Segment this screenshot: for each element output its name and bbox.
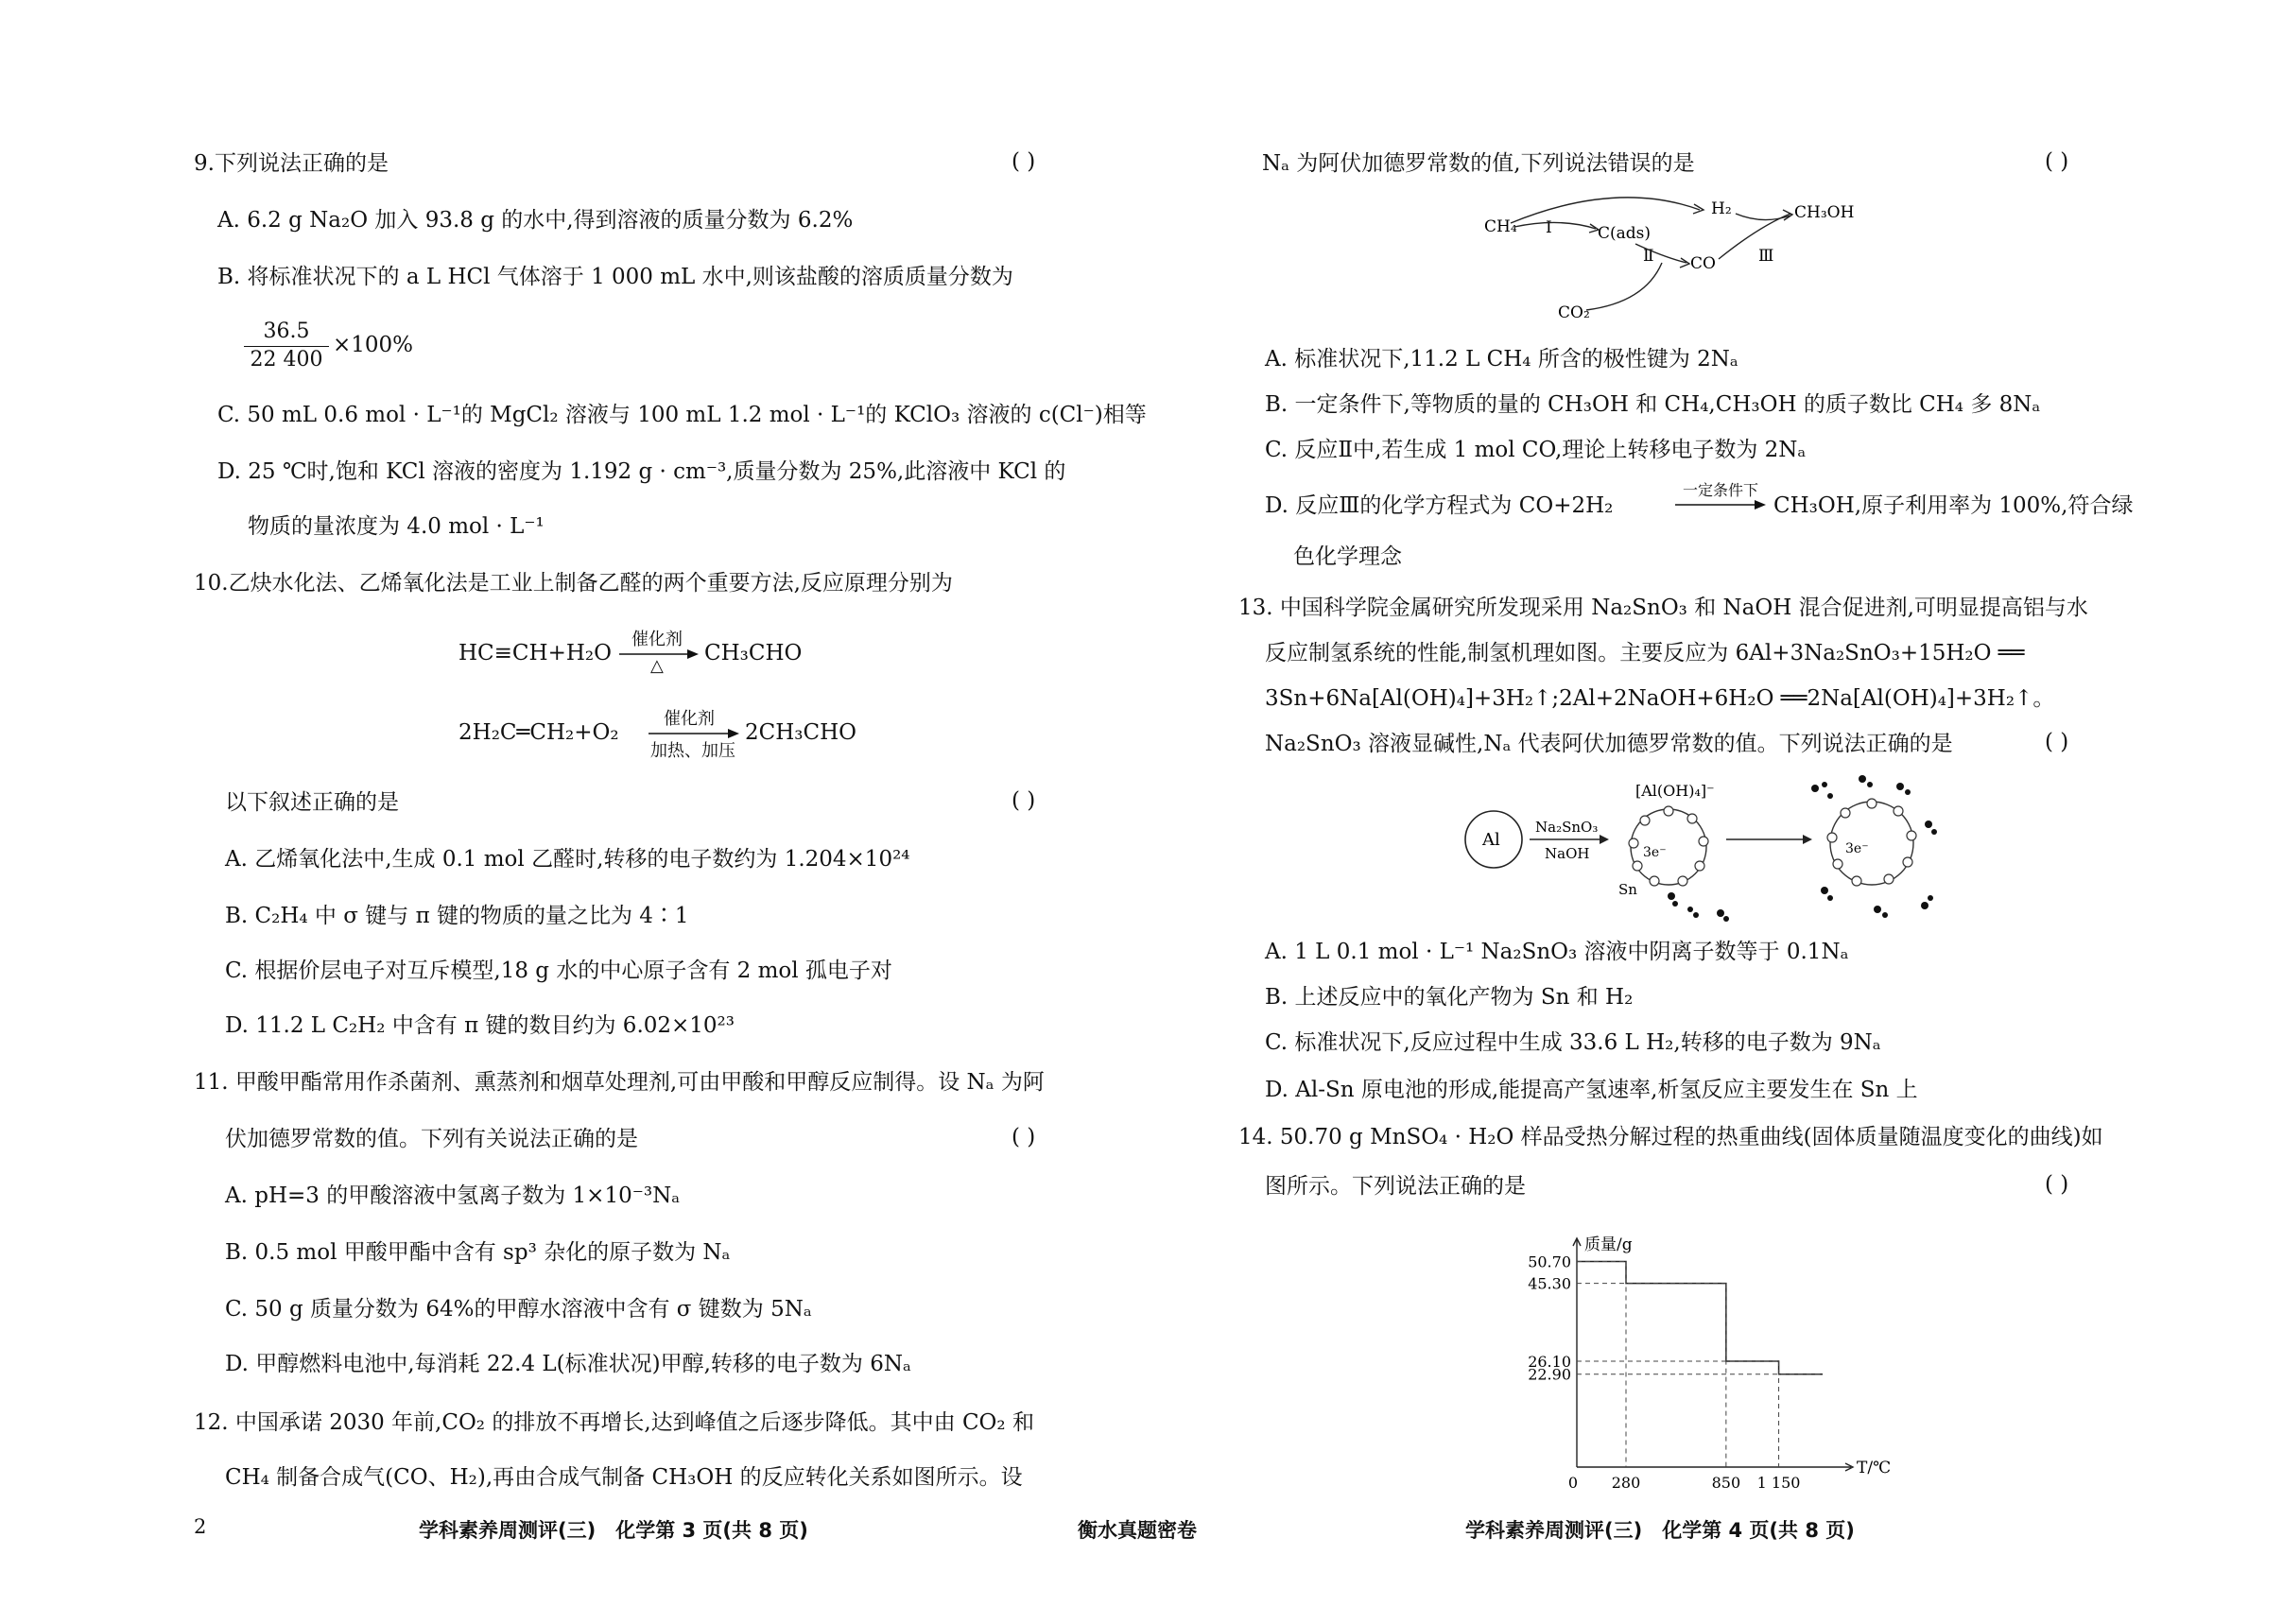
- q9-option-d-line2: 物质的量浓度为 4.0 mol · L⁻¹: [248, 514, 545, 539]
- arrow-ch4-to-h2: [1511, 198, 1700, 223]
- arrow-co2-to-cads: [1586, 263, 1662, 310]
- q9-option-c: C. 50 mL 0.6 mol · L⁻¹的 MgCl₂ 溶液与 100 mL 1.2 mol · L⁻¹的 KClO₃ 溶液的 c(Cl⁻)相等: [217, 403, 1147, 427]
- q10-substem: 以下叙述正确的是: [225, 790, 399, 815]
- q13-answer-bracket[interactable]: ( ): [2045, 730, 2069, 754]
- q14-thermogravimetric-chart: [1513, 1212, 1892, 1495]
- eq2-left: 2H₂C═CH₂+O₂: [458, 720, 619, 745]
- q11-option-a: A. pH=3 的甲酸溶液中氢离子数为 1×10⁻³Nₐ: [225, 1183, 681, 1208]
- surface-sites-1: [1629, 806, 1708, 886]
- complex-ion-label: [Al(OH)₄]⁻: [1635, 782, 1715, 800]
- tin-label: Sn: [1618, 881, 1637, 898]
- eq2-catalyst: 催化剂: [664, 709, 715, 729]
- q13-stem-line4: Na₂SnO₃ 溶液显碱性,Nₐ 代表阿伏加德罗常数的值。下列说法正确的是: [1265, 732, 1953, 756]
- eq1-catalyst: 催化剂: [631, 630, 683, 649]
- q9-stem: 9.下列说法正确的是: [194, 151, 389, 176]
- eq1-heat: △: [650, 656, 664, 676]
- q9-option-a: A. 6.2 g Na₂O 加入 93.8 g 的水中,得到溶液的质量分数为 6.2%: [217, 208, 854, 233]
- q10-option-a: A. 乙烯氧化法中,生成 0.1 mol 乙醛时,转移的电子数约为 1.204×10²⁴: [225, 847, 910, 872]
- q14-stem-line1: 14. 50.70 g MnSO₄ · H₂O 样品受热分解过程的热重曲线(固体质量随温度变化的曲线)如: [1238, 1125, 2103, 1149]
- y-tick-50.70: 50.70: [1528, 1253, 1571, 1271]
- q12-stem-line2: CH₄ 制备合成气(CO、H₂),再由合成气制备 CH₃OH 的反应转化关系如图所示。设: [225, 1465, 1023, 1490]
- q12-stem-line1: 12. 中国承诺 2030 年前,CO₂ 的排放不再增长,达到峰值之后逐步降低。其中由 CO₂ 和: [194, 1410, 1034, 1435]
- q9-option-d-line1: D. 25 ℃时,饱和 KCl 溶液的密度为 1.192 g · cm⁻³,质量分数为 25%,此溶液中 KCl 的: [217, 459, 1066, 484]
- q13-stem-line2: 反应制氢系统的性能,制氢机理如图。主要反应为 6Al+3Na₂SnO₃+15H₂O ══: [1265, 641, 2025, 665]
- q10-stem: 10.乙炔水化法、乙烯氧化法是工业上制备乙醛的两个重要方法,反应原理分别为: [194, 571, 953, 596]
- q12-option-c: C. 反应Ⅱ中,若生成 1 mol CO,理论上转移电子数为 2Nₐ: [1265, 438, 1807, 462]
- reagent-bottom: NaOH: [1545, 845, 1590, 862]
- footer-center: 衡水真题密卷: [1078, 1519, 1197, 1542]
- q12-reaction-diagram: [1475, 189, 1872, 331]
- q11-answer-bracket[interactable]: ( ): [1012, 1125, 1036, 1149]
- arrow-co-to-ch3oh: [1719, 214, 1790, 259]
- species-co: CO: [1690, 254, 1716, 273]
- q12-stem-line3: Nₐ 为阿伏加德罗常数的值,下列说法错误的是: [1262, 151, 1695, 176]
- reagent-top: Na₂SnO₃: [1535, 819, 1599, 836]
- x-axis-label: T/℃: [1857, 1459, 1892, 1477]
- species-co2: CO₂: [1558, 303, 1590, 322]
- eq2-right: 2CH₃CHO: [745, 720, 857, 745]
- electron-label-1: 3e⁻: [1643, 845, 1667, 860]
- q12-option-d-left: D. 反应Ⅲ的化学方程式为 CO+2H₂: [1265, 493, 1614, 518]
- page-number: 2: [194, 1515, 207, 1538]
- q11-stem-line1: 11. 甲酸甲酯常用作杀菌剂、熏蒸剂和烟草处理剂,可由甲酸和甲醇反应制得。设 Nₐ 为阿: [194, 1070, 1045, 1095]
- q13-stem-line1: 13. 中国科学院金属研究所发现采用 Na₂SnO₃ 和 NaOH 混合促进剂,可明显提高铝与水: [1238, 596, 2088, 620]
- q12-option-d-right: CH₃OH,原子利用率为 100%,符合绿: [1773, 493, 2134, 518]
- footer-right: 学科素养周测评(三) 化学第 4 页(共 8 页): [1465, 1519, 1855, 1542]
- q11-option-c: C. 50 g 质量分数为 64%的甲醇水溶液中含有 σ 键数为 5Nₐ: [225, 1297, 812, 1322]
- footer-left: 学科素养周测评(三) 化学第 3 页(共 8 页): [419, 1519, 808, 1542]
- q13-option-d: D. Al-Sn 原电池的形成,能提高产氢速率,析氢反应主要发生在 Sn 上: [1265, 1078, 1918, 1102]
- reaction-label-3: Ⅲ: [1758, 247, 1774, 266]
- y-axis-label: 质量/g: [1584, 1235, 1633, 1254]
- x-tick-850: 850: [1711, 1474, 1741, 1492]
- fraction-denominator: 22 400: [250, 348, 323, 371]
- reaction-label-1: Ⅰ: [1546, 218, 1552, 237]
- fraction-tail: ×100%: [333, 333, 414, 357]
- arrow-ch4-to-cads: [1514, 222, 1596, 229]
- q13-option-c: C. 标准状况下,反应过程中生成 33.6 L H₂,转移的电子数为 9Nₐ: [1265, 1030, 1881, 1055]
- q14-answer-bracket[interactable]: ( ): [2045, 1172, 2069, 1197]
- y-tick-22.90: 22.90: [1528, 1365, 1571, 1384]
- q11-stem-line2: 伏加德罗常数的值。下列有关说法正确的是: [225, 1127, 638, 1151]
- eq1-right: CH₃CHO: [704, 641, 803, 665]
- species-c-ads: C(ads): [1598, 224, 1652, 243]
- q12-option-b: B. 一定条件下,等物质的量的 CH₃OH 和 CH₄,CH₃OH 的质子数比 CH₄ 多 8Nₐ: [1265, 392, 2041, 417]
- electron-label-2: 3e⁻: [1845, 841, 1869, 856]
- q10-option-b: B. C₂H₄ 中 σ 键与 π 键的物质的量之比为 4∶1: [225, 904, 689, 928]
- eq1-left: HC≡CH+H₂O: [458, 641, 612, 665]
- x-tick-280: 280: [1611, 1474, 1641, 1492]
- surface-sites-2: [1827, 799, 1916, 886]
- q12-option-a: A. 标准状况下,11.2 L CH₄ 所含的极性键为 2Nₐ: [1265, 347, 1738, 371]
- y-tick-26.10: 26.10: [1528, 1353, 1571, 1372]
- q11-option-d: D. 甲醇燃料电池中,每消耗 22.4 L(标准状况)甲醇,转移的电子数为 6Nₐ: [225, 1352, 911, 1376]
- q9-option-b: B. 将标准状况下的 a L HCl 气体溶于 1 000 mL 水中,则该盐酸的溶质质量分数为: [217, 265, 1013, 289]
- q13-stem-line3: 3Sn+6Na[Al(OH)₄]+3H₂↑;2Al+2NaOH+6H₂O ══2Na[Al(OH)₄]+3H₂↑。: [1265, 686, 2055, 711]
- q14-stem-line2: 图所示。下列说法正确的是: [1265, 1174, 1526, 1199]
- q11-option-b: B. 0.5 mol 甲酸甲酯中含有 sp³ 杂化的原子数为 Nₐ: [225, 1240, 731, 1265]
- q9-answer-bracket[interactable]: ( ): [1012, 149, 1036, 174]
- q10-option-d: D. 11.2 L C₂H₂ 中含有 π 键的数目约为 6.02×10²³: [225, 1013, 735, 1038]
- q13-option-a: A. 1 L 0.1 mol · L⁻¹ Na₂SnO₃ 溶液中阴离子数等于 0.1Nₐ: [1265, 940, 1849, 964]
- q12-option-d-line2: 色化学理念: [1293, 544, 1402, 569]
- fraction-bar: [244, 346, 329, 347]
- x-tick-1150: 1 150: [1756, 1474, 1801, 1492]
- q10-option-c: C. 根据价层电子对互斥模型,18 g 水的中心原子含有 2 mol 孤电子对: [225, 959, 892, 983]
- hydrogen-bubbles-1: [1668, 892, 1729, 922]
- al-label: Al: [1482, 830, 1500, 850]
- eq2-conditions: 加热、加压: [650, 741, 735, 761]
- q10-answer-bracket[interactable]: ( ): [1012, 788, 1036, 813]
- q13-option-b: B. 上述反应中的氧化产物为 Sn 和 H₂: [1265, 985, 1634, 1010]
- x-tick-0: 0: [1567, 1474, 1579, 1492]
- species-h2: H₂: [1711, 199, 1732, 218]
- q12-option-d-condition: 一定条件下: [1683, 481, 1759, 499]
- y-tick-45.30: 45.30: [1528, 1274, 1571, 1293]
- species-ch4: CH₄: [1484, 217, 1517, 236]
- reaction-label-2: Ⅱ: [1643, 247, 1654, 266]
- fraction-numerator: 36.5: [263, 320, 310, 343]
- mass-curve: [1577, 1261, 1823, 1373]
- q12-option-d-arrow: [1675, 499, 1770, 510]
- q13-mechanism-diagram: [1456, 768, 1947, 928]
- q12-answer-bracket[interactable]: ( ): [2045, 149, 2069, 174]
- species-ch3oh: CH₃OH: [1794, 203, 1855, 222]
